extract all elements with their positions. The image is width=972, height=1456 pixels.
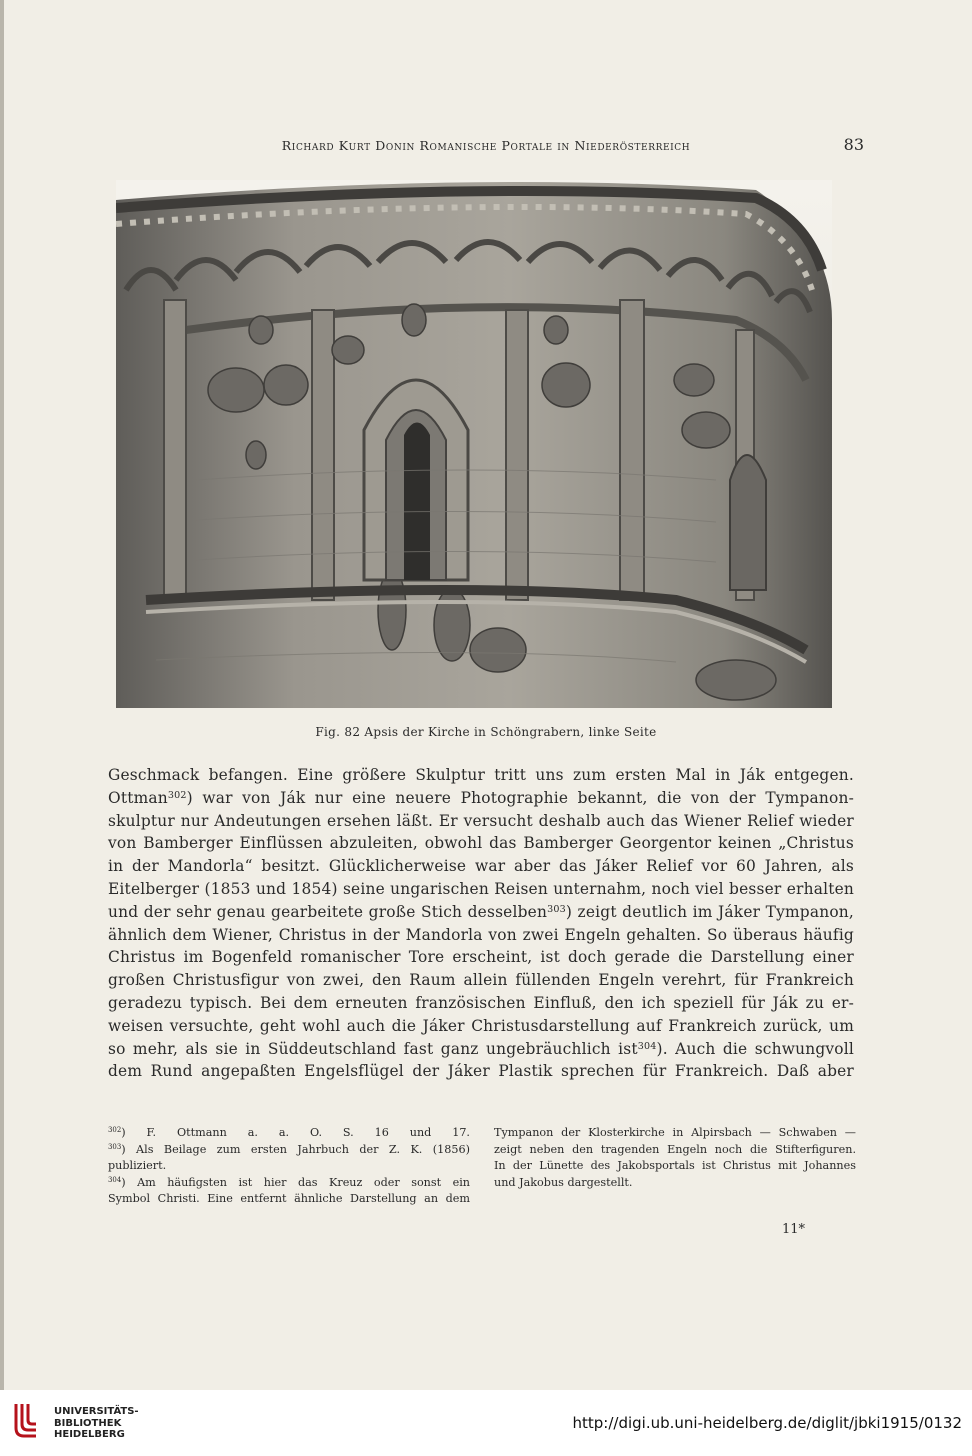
body-line: ähnlich dem Wiener, Christus in der Mandorla von zwei Engeln gehalten. So überaus häufig: [108, 925, 854, 944]
footnote-ref: 304: [108, 1175, 122, 1184]
body-text: [108, 764, 854, 1083]
footnote-line: publiziert.: [108, 1159, 167, 1173]
page-edge: [0, 0, 4, 1390]
footnote-ref: 302: [108, 1126, 122, 1135]
page-number: 83: [843, 135, 864, 154]
footnote-line: $^{302}$) F. Ottmann a. a. O. S. 16 und 17.: [108, 1126, 470, 1139]
body-line: Geschmack befangen. Eine größere Skulptur tritt uns zum ersten Mal in Ják entgegen.: [108, 766, 854, 784]
body-line: in der Mandorla“ besitzt. Glücklicherweise war aber das Jáker Relief vor 60 Jahren, als: [108, 857, 854, 876]
body-line: Ottman$^{302}$) war von Ják nur eine neuere Photographie bekannt, die von der Tympanon-: [108, 788, 854, 807]
body-line: weisen versuchte, geht wohl auch die Jáker Christusdarstellung auf Frankreich zurück, um: [108, 1016, 854, 1035]
footnote-line: und Jakobus dargestellt.: [494, 1175, 633, 1189]
footnote-line: $^{303}$) Als Beilage zum ersten Jahrbuch der Z. K. (1856): [108, 1142, 470, 1156]
footnote-line: Tympanon der Klosterkirche in Alpirsbach — Schwaben —: [494, 1126, 856, 1139]
apse-photo-illustration: [116, 180, 832, 708]
footnote-ref: 303: [108, 1142, 122, 1151]
footnotes-left-column: [108, 1125, 470, 1208]
footer-bar: [0, 1390, 972, 1456]
body-line: großen Christusfigur von zwei, den Raum allein füllenden Engeln verehrt, für Frankreich: [108, 971, 854, 990]
running-head-title: Richard Kurt Donin Romanische Portale in Niederösterreich: [281, 138, 691, 153]
body-line: und der sehr genau gearbeitete große Stich desselben$^{303}$) zeigt deutlich im Jáker Tympanon,: [108, 902, 855, 921]
figure-photograph-apse: [116, 180, 832, 708]
library-logo-text: [54, 1406, 139, 1441]
footnote-line: Symbol Christi. Eine entfernt ähnliche Darstellung an dem: [108, 1192, 470, 1206]
footnotes-right-column: [494, 1125, 856, 1191]
footnote-line: zeigt neben den tragenden Engeln noch die Stifterfiguren.: [494, 1142, 856, 1156]
body-line: Eitelberger (1853 und 1854) seine ungarischen Reisen unternahm, noch viel besser erhalten: [108, 879, 854, 898]
body-line: von Bamberger Einflüssen abzuleiten, obwohl das Bamberger Georgentor keinen „Christus: [108, 834, 854, 853]
figure-caption: Fig. 82 Apsis der Kirche in Schöngrabern, linke Seite: [315, 725, 657, 739]
body-line: so mehr, als sie in Süddeutschland fast ganz ungebräuchlich ist$^{304}$). Auch die schwungvoll: [108, 1039, 854, 1058]
footnote-line: In der Lünette des Jakobsportals ist Christus mit Johannes: [494, 1159, 856, 1173]
logo-line: BIBLIOTHEK: [54, 1417, 122, 1429]
source-url[interactable]: http://digi.ub.uni-heidelberg.de/diglit/jbki1915/0132: [572, 1414, 962, 1432]
body-line: Christus im Bogenfeld romanischer Tore erscheint, ist doch gerade die Darstellung einer: [108, 948, 854, 967]
footnote-ref: 304: [637, 1040, 657, 1052]
running-head: [108, 135, 864, 160]
body-line: dem Rund angepaßten Engelsflügel der Jáker Plastik sprechen für Frankreich. Daß aber: [108, 1062, 854, 1081]
logo-line: HEIDELBERG: [54, 1429, 125, 1440]
body-line: geradezu typisch. Bei dem erneuten französischen Einfluß, den ich speziell für Ják zu er-: [108, 993, 854, 1012]
footnote-ref: 302: [167, 789, 187, 801]
body-line: skulptur nur Andeutungen ersehen läßt. Er versucht deshalb auch das Wiener Relief wieder: [108, 811, 854, 830]
footnote-line: $^{304}$) Am häufigsten ist hier das Kreuz oder sonst ein: [108, 1175, 470, 1189]
footnote-ref: 303: [547, 903, 566, 915]
logo-line: UNIVERSITÄTS-: [54, 1406, 139, 1417]
signature-mark: 11*: [782, 1222, 806, 1237]
university-library-logo-icon: [10, 1402, 40, 1442]
